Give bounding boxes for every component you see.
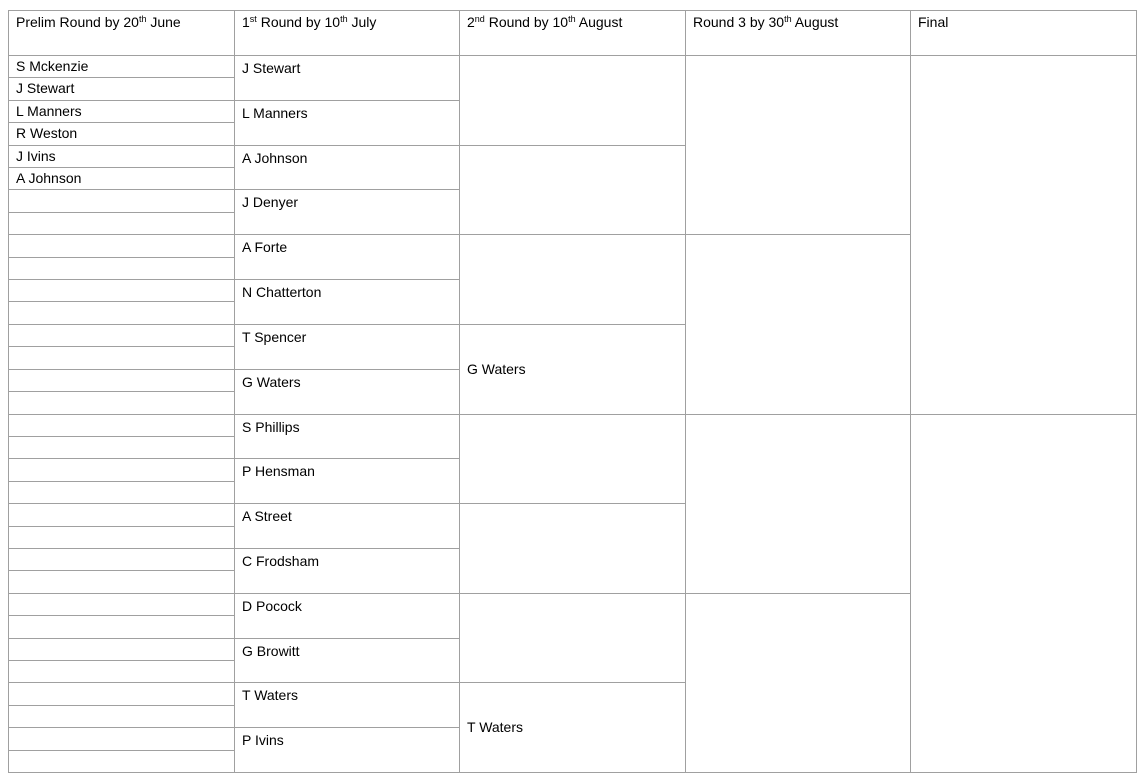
grid-line (459, 145, 686, 146)
grid-line (459, 503, 686, 504)
prelim-entry: J Ivins (16, 148, 56, 164)
grid-line (685, 414, 911, 415)
grid-line (8, 77, 235, 78)
grid-line (8, 189, 235, 190)
grid-line (8, 212, 235, 213)
grid-line (8, 167, 235, 168)
grid-line (234, 593, 460, 594)
grid-line (234, 369, 460, 370)
grid-line (8, 682, 235, 683)
round-1-entry: G Waters (242, 374, 301, 390)
round-1-entry: P Hensman (242, 463, 315, 479)
grid-line (459, 324, 686, 325)
grid-line (8, 145, 235, 146)
grid-line (8, 122, 235, 123)
grid-line (8, 436, 235, 437)
grid-line (8, 391, 235, 392)
grid-line (234, 458, 460, 459)
grid-line (910, 10, 911, 773)
grid-line (8, 481, 235, 482)
header-round-2: 2nd Round by 10th August (467, 14, 623, 30)
grid-line (234, 548, 460, 549)
grid-line (1136, 10, 1137, 773)
grid-line (8, 458, 235, 459)
grid-line (8, 615, 235, 616)
grid-line (8, 727, 235, 728)
grid-line (8, 346, 235, 347)
round-1-entry: J Denyer (242, 194, 299, 210)
round-1-entry: D Pocock (242, 598, 302, 614)
grid-line (8, 750, 235, 751)
grid-line (8, 301, 235, 302)
grid-line (8, 324, 235, 325)
grid-line (8, 548, 235, 549)
grid-line (234, 638, 460, 639)
grid-line (8, 503, 235, 504)
prelim-entry: A Johnson (16, 170, 82, 186)
grid-line (8, 570, 235, 571)
prelim-entry: R Weston (16, 125, 78, 141)
grid-line (234, 414, 460, 415)
grid-line (8, 414, 235, 415)
prelim-entry: J Stewart (16, 80, 75, 96)
prelim-entry: L Manners (16, 103, 82, 119)
grid-line (8, 593, 235, 594)
round-2-entry: T Waters (467, 719, 524, 735)
round-1-entry: G Browitt (242, 643, 300, 659)
grid-line (8, 369, 235, 370)
grid-line (234, 324, 460, 325)
round-1-entry: T Spencer (242, 329, 307, 345)
prelim-entry: S Mckenzie (16, 58, 89, 74)
grid-line (459, 234, 686, 235)
grid-line (8, 234, 235, 235)
grid-line (234, 682, 460, 683)
round-1-entry: S Phillips (242, 419, 300, 435)
grid-line (459, 593, 686, 594)
header-round-1: 1st Round by 10th July (242, 14, 377, 30)
grid-line (234, 727, 460, 728)
grid-line (8, 279, 235, 280)
grid-line (910, 414, 1137, 415)
grid-line (234, 189, 460, 190)
grid-line (459, 414, 686, 415)
round-1-entry: C Frodsham (242, 553, 320, 569)
grid-line (234, 503, 460, 504)
grid-line (459, 10, 460, 773)
grid-line (234, 234, 460, 235)
grid-line (8, 55, 1137, 56)
grid-line (8, 100, 235, 101)
round-1-entry: A Johnson (242, 150, 308, 166)
round-1-entry: A Forte (242, 239, 288, 255)
round-1-entry: T Waters (242, 687, 299, 703)
grid-line (8, 526, 235, 527)
round-1-entry: J Stewart (242, 60, 301, 76)
grid-line (8, 10, 1137, 11)
grid-line (685, 593, 911, 594)
round-1-entry: N Chatterton (242, 284, 322, 300)
header-round-3: Round 3 by 30th August (693, 14, 839, 30)
header-final: Final (918, 14, 949, 30)
grid-line (685, 234, 911, 235)
round-1-entry: A Street (242, 508, 292, 524)
grid-line (234, 145, 460, 146)
grid-line (8, 660, 235, 661)
grid-line (459, 682, 686, 683)
grid-line (8, 772, 1137, 773)
grid-line (8, 257, 235, 258)
fixture-table (8, 10, 1136, 772)
grid-line (234, 279, 460, 280)
round-1-entry: L Manners (242, 105, 308, 121)
header-prelim: Prelim Round by 20th June (16, 14, 181, 30)
grid-line (8, 638, 235, 639)
round-2-entry: G Waters (467, 361, 526, 377)
round-1-entry: P Ivins (242, 732, 284, 748)
grid-line (685, 10, 686, 773)
grid-line (8, 705, 235, 706)
grid-line (234, 100, 460, 101)
